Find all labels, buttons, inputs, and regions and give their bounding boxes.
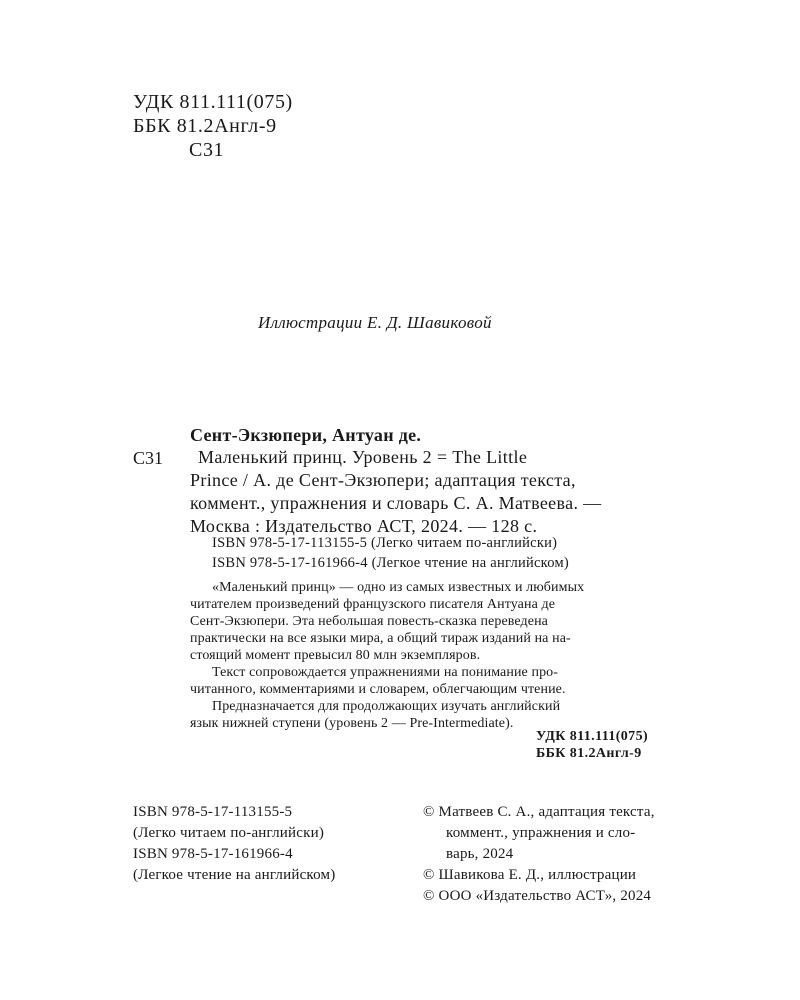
isbn-line: ISBN 978-5-17-113155-5 (Легко читаем по-английски) bbox=[212, 535, 558, 551]
record-isbn-list bbox=[212, 533, 569, 573]
annotation-line: читателем произведений французского писателя Антуана де bbox=[190, 597, 556, 612]
udk-code: УДК 811.111(075) bbox=[133, 91, 293, 113]
bbk-code: ББК 81.2Англ-9 bbox=[133, 115, 277, 137]
annotation-line: читанного, комментариями и словарем, облегчающим чтение. bbox=[190, 682, 566, 697]
annotation-line: практически на все языки мира, а общий тираж изданий на на- bbox=[190, 631, 571, 646]
classification-block bbox=[133, 90, 293, 162]
copyright-line: © ООО «Издательство АСТ», 2024 bbox=[423, 888, 652, 904]
isbn-line: ISBN 978-5-17-161966-4 (Легкое чтение на английском) bbox=[212, 555, 569, 571]
bibliographic-description bbox=[190, 446, 690, 538]
copyright-line: © Шавикова Е. Д., иллюстрации bbox=[423, 867, 637, 883]
copyright-line: варь, 2024 bbox=[446, 846, 514, 862]
copyright-line: © Матвеев С. А., адаптация текста, bbox=[423, 804, 655, 820]
copyright-block bbox=[423, 802, 723, 907]
annotation-line: Текст сопровождается упражнениями на понимание про- bbox=[212, 665, 559, 680]
bottom-isbn-line: (Легкое чтение на английском) bbox=[133, 867, 336, 883]
title-line: коммент., упражнения и словарь С. А. Матвеева. — bbox=[190, 493, 602, 513]
title-line: Prince / А. де Сент-Экзюпери; адаптация текста, bbox=[190, 470, 576, 490]
copyright-line: коммент., упражнения и сло- bbox=[446, 825, 636, 841]
annotation-line: Сент-Экзюпери. Эта небольшая повесть-сказка переведена bbox=[190, 614, 548, 629]
illustrator-credit: Иллюстрации Е. Д. Шавиковой bbox=[258, 313, 492, 332]
bottom-isbn-line: ISBN 978-5-17-161966-4 bbox=[133, 846, 293, 862]
bottom-isbn-line: (Легко читаем по-английски) bbox=[133, 825, 325, 841]
record-bbk: ББК 81.2Англ-9 bbox=[536, 746, 642, 761]
record-author-code: С31 bbox=[133, 448, 164, 468]
annotation-line: язык нижней ступени (уровень 2 — Pre-Intermediate). bbox=[190, 716, 514, 731]
title-line: Маленький принц. Уровень 2 = The Little bbox=[198, 447, 528, 467]
title-line: Москва : Издательство АСТ, 2024. — 128 с. bbox=[190, 516, 538, 536]
annotation-line: стоящий момент превысил 80 млн экземпляров. bbox=[190, 648, 481, 663]
bottom-isbn-block bbox=[133, 802, 335, 886]
record-classification bbox=[536, 728, 648, 762]
author-heading: Сент-Экзюпери, Антуан де. bbox=[190, 425, 422, 445]
record-udk: УДК 811.111(075) bbox=[536, 729, 649, 744]
bottom-isbn-line: ISBN 978-5-17-113155-5 bbox=[133, 804, 293, 820]
author-code: С31 bbox=[189, 139, 225, 161]
annotation-line: Предназначается для продолжающих изучать английский bbox=[212, 699, 561, 714]
annotation-line: «Маленький принц» — одно из самых известных и любимых bbox=[212, 580, 585, 595]
annotation bbox=[190, 579, 690, 732]
